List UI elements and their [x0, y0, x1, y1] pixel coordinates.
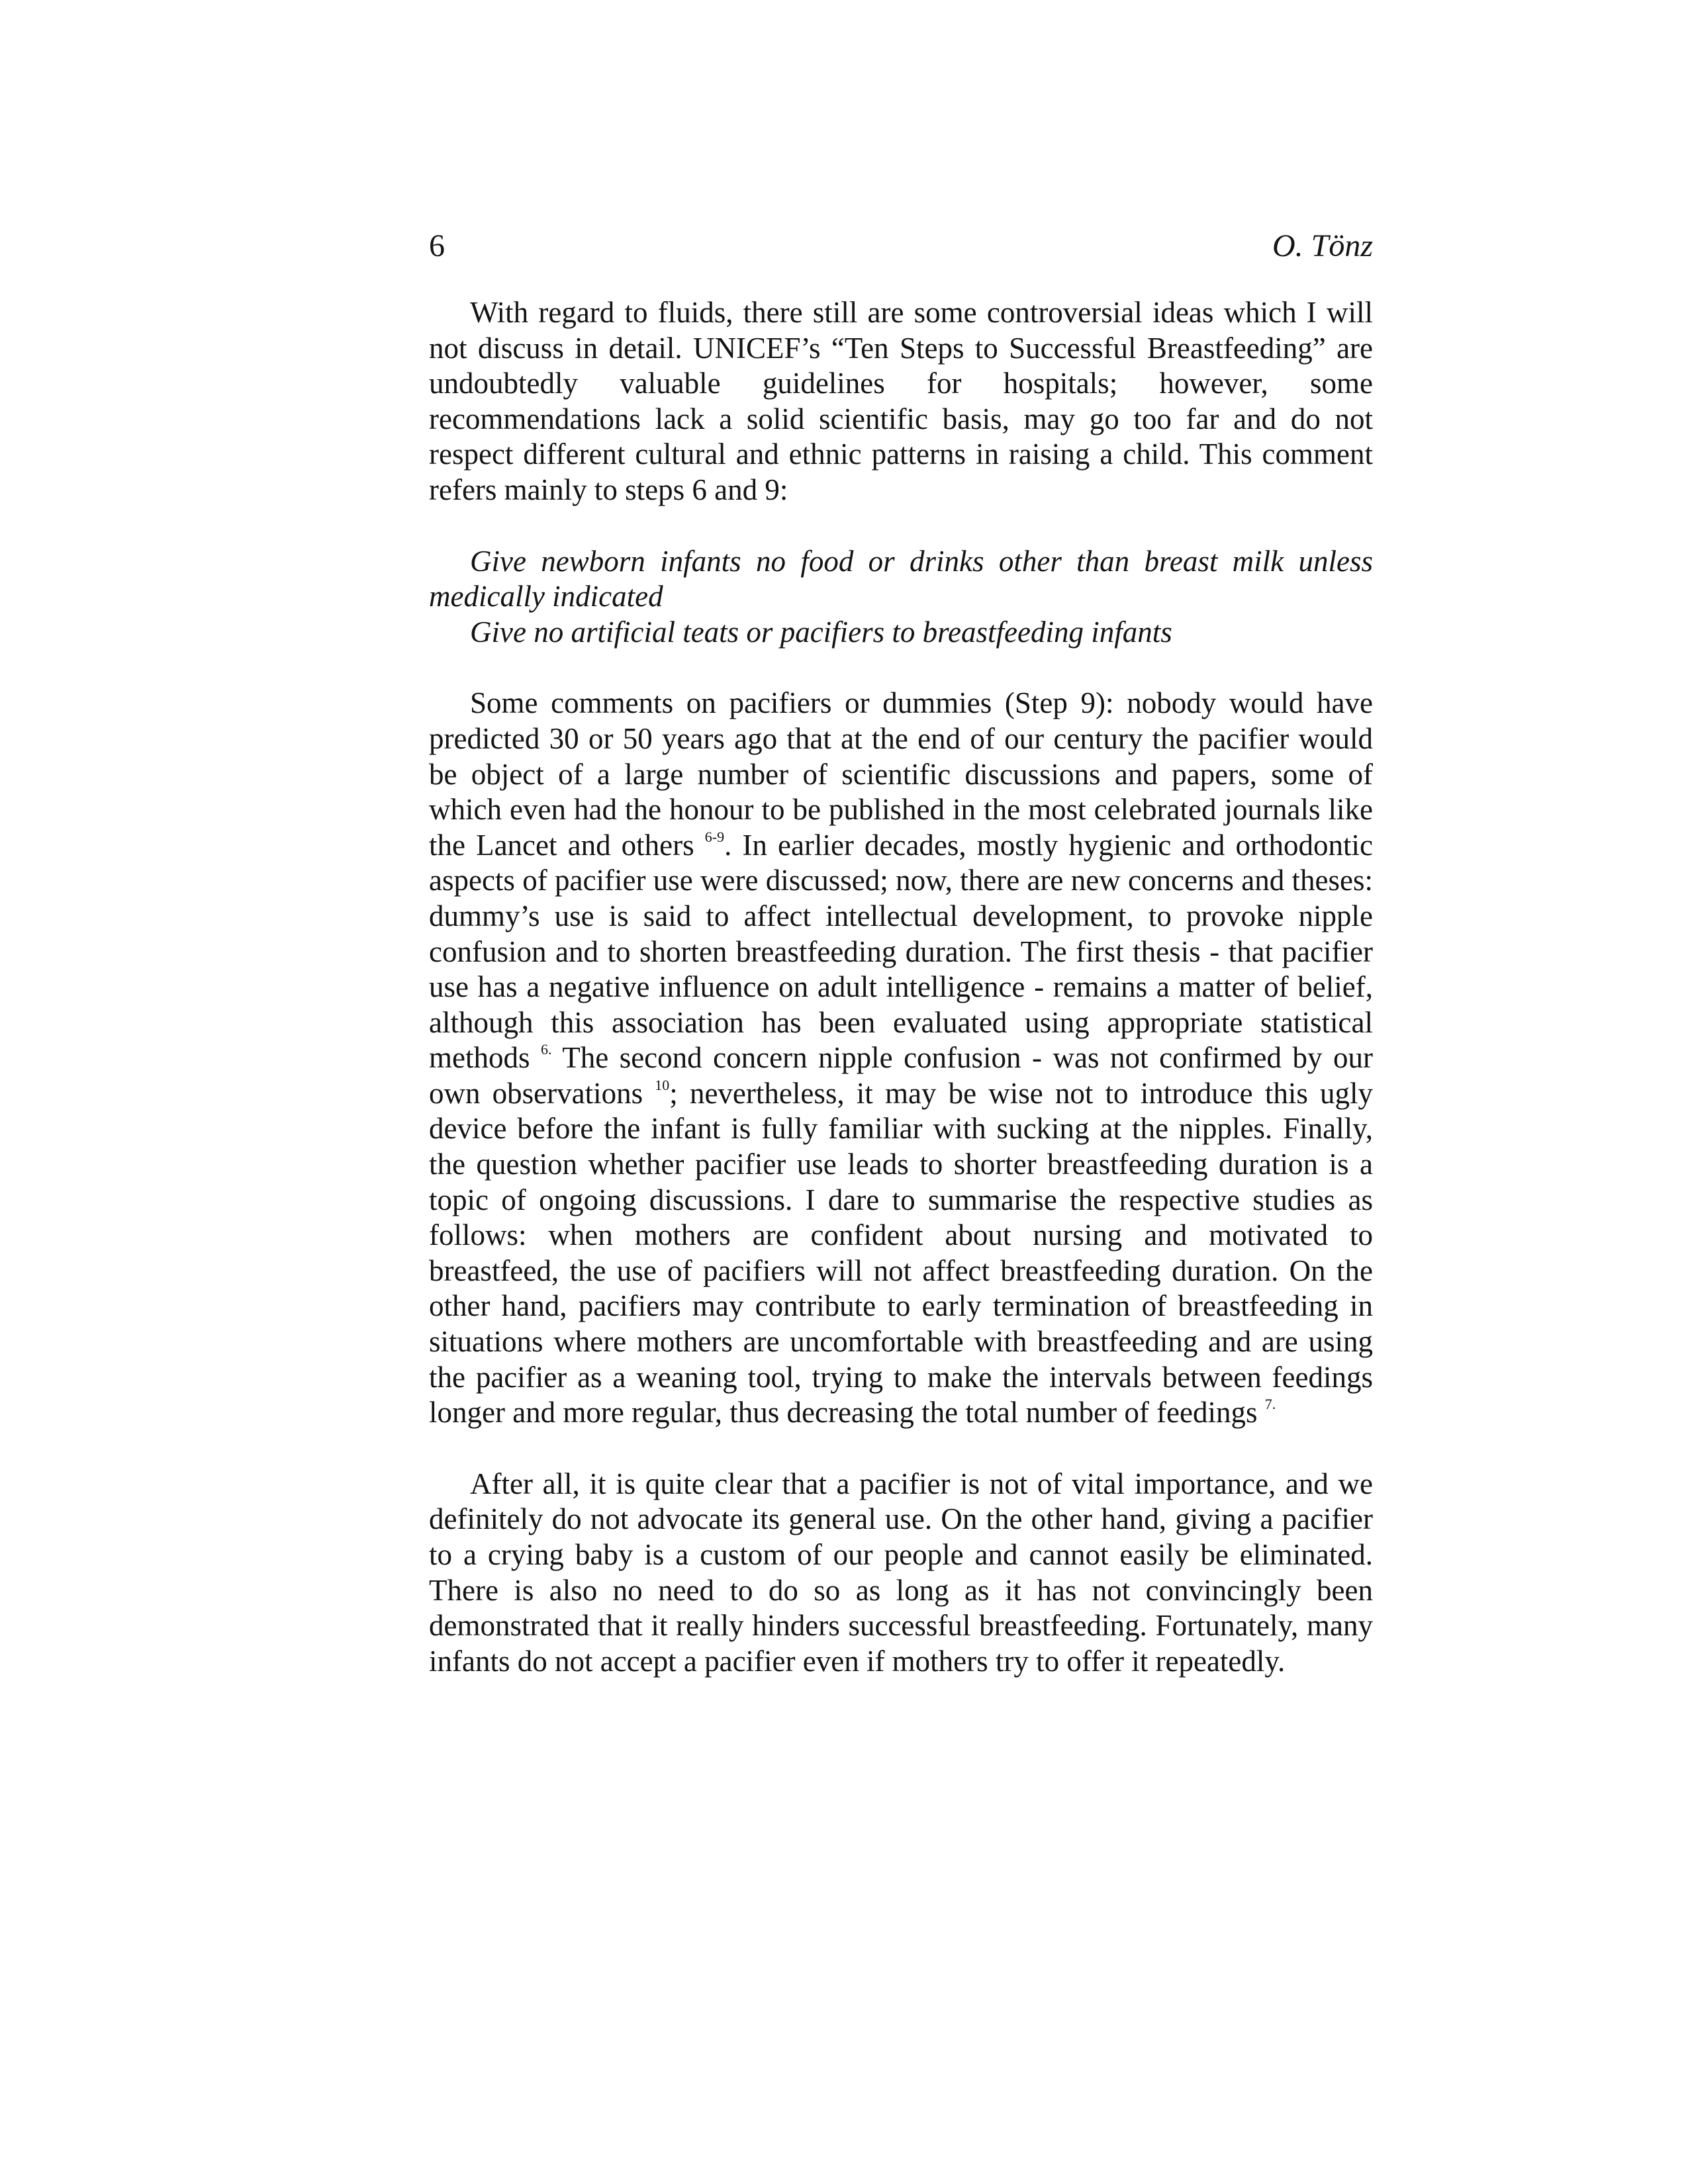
paragraph-conclusion: After all, it is quite clear that a pacifier is not of vital importance, and we definitely do not advocate its general use. On the other hand, giving a pacifier to a crying baby is a custom of our people and cannot easily be eliminated. There is also no need to do so as long as it has not convincingly been demonstrated that it really hinders successful breastfeeding. Fortunately, many infants do not accept a pacifier even if mothers try to offer it repeatedly. [429, 1467, 1373, 1678]
paragraph-gap [429, 650, 1373, 686]
step-6-text: Give newborn infants no food or drinks other than breast milk unless medically indicated [429, 544, 1373, 614]
reference-superscript: 6-9 [704, 828, 725, 845]
paragraph-fluids: With regard to fluids, there still are some controversial ideas which I will not discuss in detail. UNICEF’s “Ten Steps to Successful Breastfeeding” are undoubtedly valuable guidelines for hospitals; however, some recommendations lack a solid scientific basis, may go too far and do not respect different cultural and ethnic patterns in raising a child. This comment refers mainly to steps 6 and 9: [429, 296, 1373, 506]
running-header [429, 225, 1373, 267]
paragraph-text: Some comments on pacifiers or dummies (Step 9): nobody would have predicted 30 or 50 years ago that at the end of our century the pacifier would be object of a large number of scientific discussions and papers, some of which even had the honour to be published in the most celebrated journals like the Lancet and others [429, 686, 1373, 862]
paragraph-gap [429, 508, 1373, 544]
reference-superscript: 10 [655, 1076, 670, 1093]
paragraph-pacifiers [429, 686, 1373, 1430]
paragraph-gap [429, 1431, 1373, 1467]
running-author: O. Tönz [1272, 228, 1373, 263]
page-number: 6 [429, 228, 445, 263]
paragraph-text: The second concern nipple confusion - was not confirmed by our own observations [429, 1041, 1373, 1110]
reference-superscript: 6. [541, 1041, 552, 1058]
page-content [429, 225, 1373, 1679]
paragraph-text: ; nevertheless, it may be wise not to introduce this ugly device before the infant is fully familiar with sucking at the nipples. Finally, the question whether pacifier use leads to shorter breastfeeding duration is a topic of ongoing discussions. I dare to summarise the respective studies as follows: when mothers are confident about nursing and motivated to breastfeed, the use of pacifiers will not affect breastfeeding duration. On the other hand, pacifiers may contribute to early termination of breastfeeding in situations where mothers are uncomfortable with breastfeeding and are using the pacifier as a weaning tool, trying to make the intervals between feedings longer and more regular, thus decreasing the total number of feedings [429, 1076, 1373, 1430]
reference-superscript: 7. [1264, 1396, 1276, 1413]
unicef-steps-quote [429, 544, 1373, 651]
step-9-text: Give no artificial teats or pacifiers to breastfeeding infants [470, 615, 1172, 649]
paragraph-text: . In earlier decades, mostly hygienic and orthodontic aspects of pacifier use were discussed; now, there are new concerns and theses: dummy’s use is said to affect intellectual development, to provoke nipple confusion and to shorten breastfeeding duration. The first thesis - that pacifier use has a negative influence on adult intelligence - remains a matter of belief, although this association has been evaluated using appropriate statistical methods [429, 828, 1373, 1075]
